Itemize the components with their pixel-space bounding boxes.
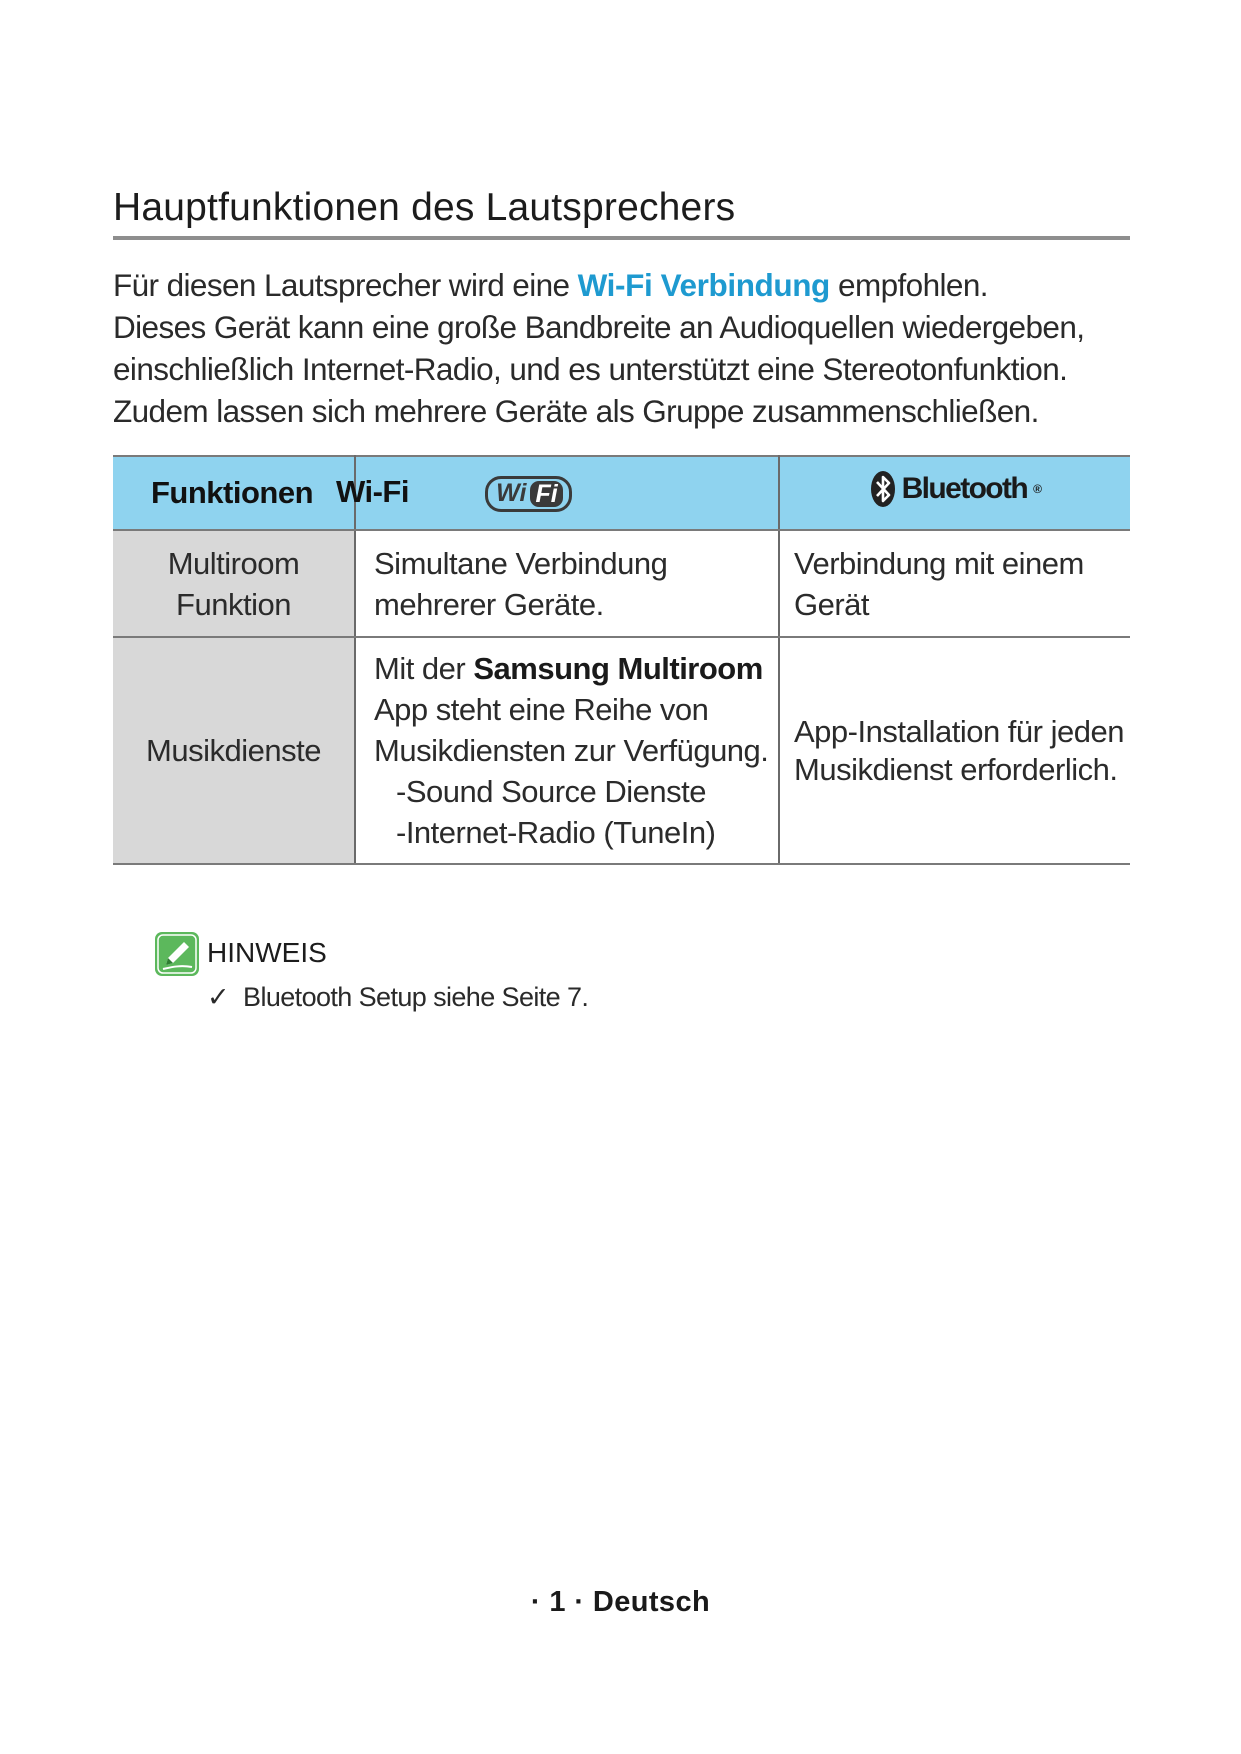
feature-table xyxy=(113,455,1130,865)
intro-paragraph xyxy=(113,264,1143,432)
registered-mark: ® xyxy=(1033,482,1041,496)
header-wifi-label: Wi-Fi xyxy=(336,474,409,510)
header-functions-label: Funktionen xyxy=(151,475,314,510)
intro-text-rest: Dieses Gerät kann eine große Bandbreite an Audioquellen wiedergeben, einschließlich Internet-Radio, und es unterstützt eine Stereotonfunktion. Zudem lassen sich mehrere Geräte als Gruppe zusammenschließen. xyxy=(113,309,1085,429)
page-footer: · 1 · Deutsch xyxy=(530,1586,711,1618)
note-item-text: Bluetooth Setup siehe Seite 7. xyxy=(243,982,589,1012)
table-row xyxy=(113,637,1130,864)
header-bluetooth xyxy=(779,456,1130,530)
bluetooth-icon xyxy=(870,470,896,508)
row-label-multiroom: Multiroom Funktion xyxy=(113,530,355,637)
cell-bt-music: App-Installation für jeden Musikdienst erforderlich. xyxy=(779,637,1130,864)
header-functions xyxy=(113,456,355,530)
intro-highlight: Wi-Fi Verbindung xyxy=(577,267,830,303)
note-item xyxy=(207,982,588,1013)
bluetooth-wordmark: Bluetooth xyxy=(901,472,1028,505)
cell-wifi-music: Mit der Samsung Multiroom App steht eine Reihe von Musikdiensten zur Verfügung. -Sound Source Dienste -Internet-Radio (TuneIn) xyxy=(355,637,779,864)
note-pencil-icon xyxy=(154,931,200,982)
intro-text-post: empfohlen. xyxy=(829,267,988,303)
intro-text-pre: Für diesen Lautsprecher wird eine xyxy=(113,267,578,303)
note-title: HINWEIS xyxy=(207,937,327,968)
row-label-music: Musikdienste xyxy=(113,637,355,864)
header-wifi xyxy=(336,456,779,530)
table-header-row xyxy=(113,456,1130,530)
check-icon: ✓ xyxy=(207,982,230,1012)
samsung-multiroom-app-name: Samsung Multiroom xyxy=(473,651,763,686)
table-row xyxy=(113,530,1130,637)
cell-bt-multiroom: Verbindung mit einem Gerät xyxy=(779,530,1130,637)
bluetooth-logo xyxy=(870,470,1041,508)
page-title: Hauptfunktionen des Lautsprechers xyxy=(113,186,736,229)
title-rule xyxy=(113,236,1130,240)
cell-wifi-multiroom: Simultane Verbindung mehrerer Geräte. xyxy=(355,530,779,637)
wifi-logo-icon: Wi Fi xyxy=(485,476,572,512)
